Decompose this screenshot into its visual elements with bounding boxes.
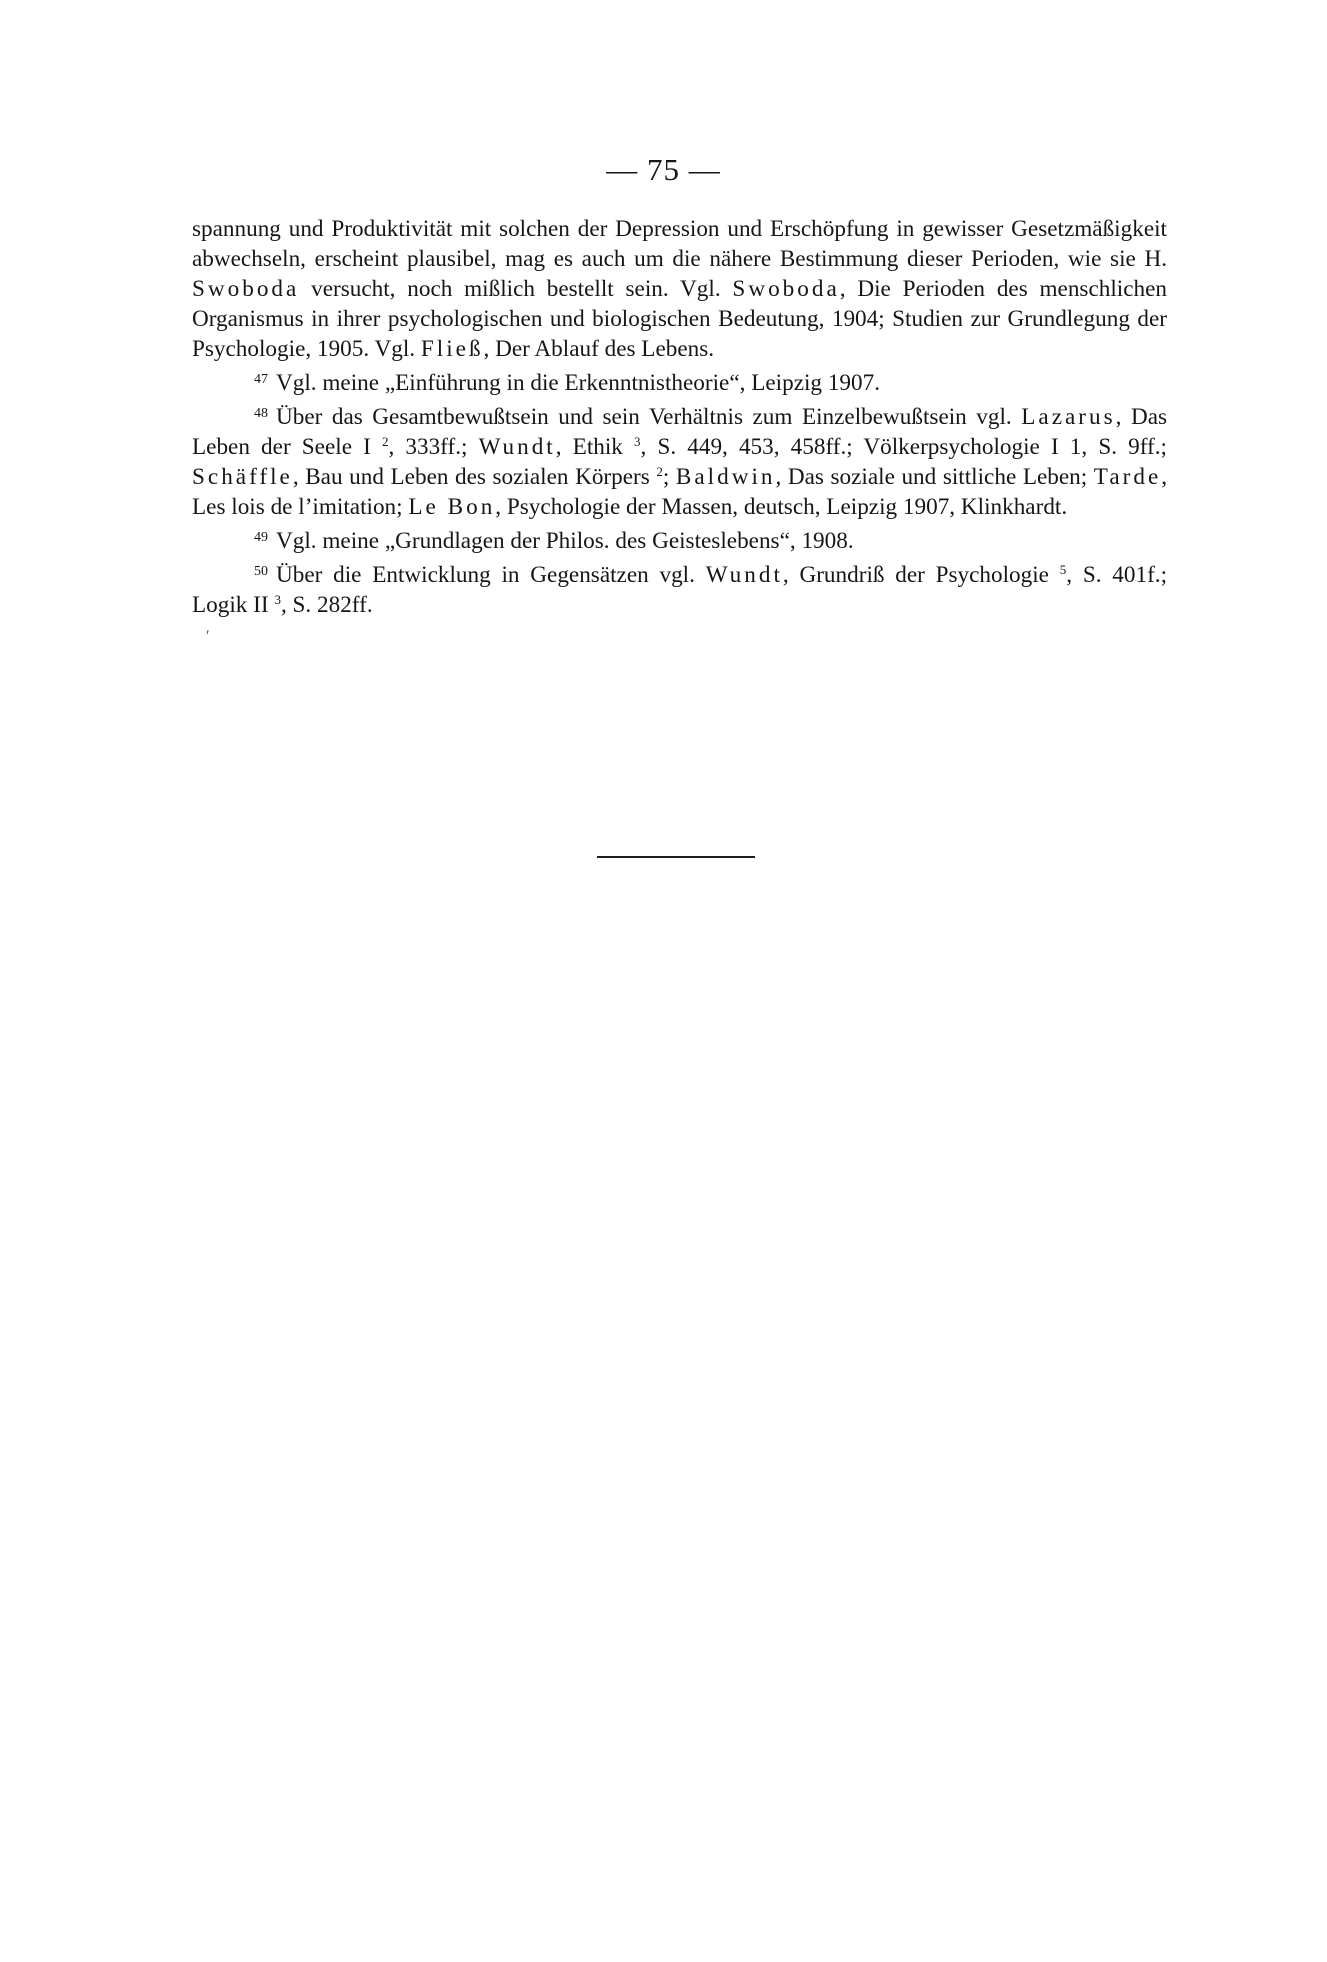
edition-superscript: 3 xyxy=(634,434,641,449)
author-name: Lazarus xyxy=(1021,404,1116,430)
author-name: Tarde xyxy=(1093,464,1162,490)
edition-superscript: 2 xyxy=(381,434,389,449)
edition-superscript: 5 xyxy=(1059,562,1067,577)
author-name: Swoboda xyxy=(732,276,840,302)
author-name: Swoboda xyxy=(192,276,300,302)
footnote-number: 49 xyxy=(254,530,268,545)
section-divider xyxy=(597,856,755,858)
footnote-49: $^{49}$ Vgl. meine „Grundlagen der Philos. des Geisteslebens“, 1908. xyxy=(254,528,854,554)
author-name: Le Bon xyxy=(408,494,496,520)
author-name: Wundt xyxy=(705,562,783,588)
footnote-48: $^{48}$ Über das Gesamtbewußtsein und sein Verhältnis zum Einzelbewußtsein vgl. Lazarus, Das Leben der Seele I $^2$, 333ff.; Wundt, Ethik $^3$, S. 449, 453, 458ff.; Völkerpsychologie I 1, S. 9ff.; Schäffle, Bau und Leben des sozialen Körpers $^2$; Baldwin, Das soziale und sittliche Leben; Tarde, Les lois de l’imitation; Le Bon, Psychologie der Massen, deutsch, Leipzig 1907, Klinkhardt. xyxy=(192,404,1168,520)
margin-mark: ′ xyxy=(206,628,210,645)
footnotes-block xyxy=(192,214,1167,620)
footnote-number: 47 xyxy=(254,372,268,387)
page-number: — 75 — xyxy=(606,152,721,187)
continuation-paragraph: spannung und Produktivität mit solchen der Depression und Erschöpfung in gewisser Gesetzmäßigkeit abwechseln, erscheint plausibel, mag es auch um die nähere Bestimmung dieser Perioden, wie sie H. Swoboda versucht, noch mißlich bestellt sein. Vgl. Swoboda, Die Perioden des menschlichen Organismus in ihrer psychologischen und biologischen Bedeutung, 1904; Studien zur Grundlegung der Psychologie, 1905. Vgl. Fließ, Der Ablauf des Lebens. xyxy=(192,216,1168,362)
footnote-number: 50 xyxy=(254,564,268,579)
author-name: Baldwin xyxy=(675,464,776,490)
author-name: Fließ xyxy=(420,336,484,362)
author-name: Wundt xyxy=(478,434,556,460)
edition-superscript: 3 xyxy=(274,592,281,607)
footnote-47: $^{47}$ Vgl. meine „Einführung in die Erkenntnistheorie“, Leipzig 1907. xyxy=(254,370,880,396)
edition-superscript: 2 xyxy=(656,464,663,479)
author-name: Schäffle xyxy=(192,464,293,490)
footnote-50: $^{50}$ Über die Entwicklung in Gegensätzen vgl. Wundt, Grundriß der Psychologie $^5$, S. 401f.; Logik II $^3$, S. 282ff. xyxy=(192,562,1168,618)
footnote-number: 48 xyxy=(254,406,268,421)
